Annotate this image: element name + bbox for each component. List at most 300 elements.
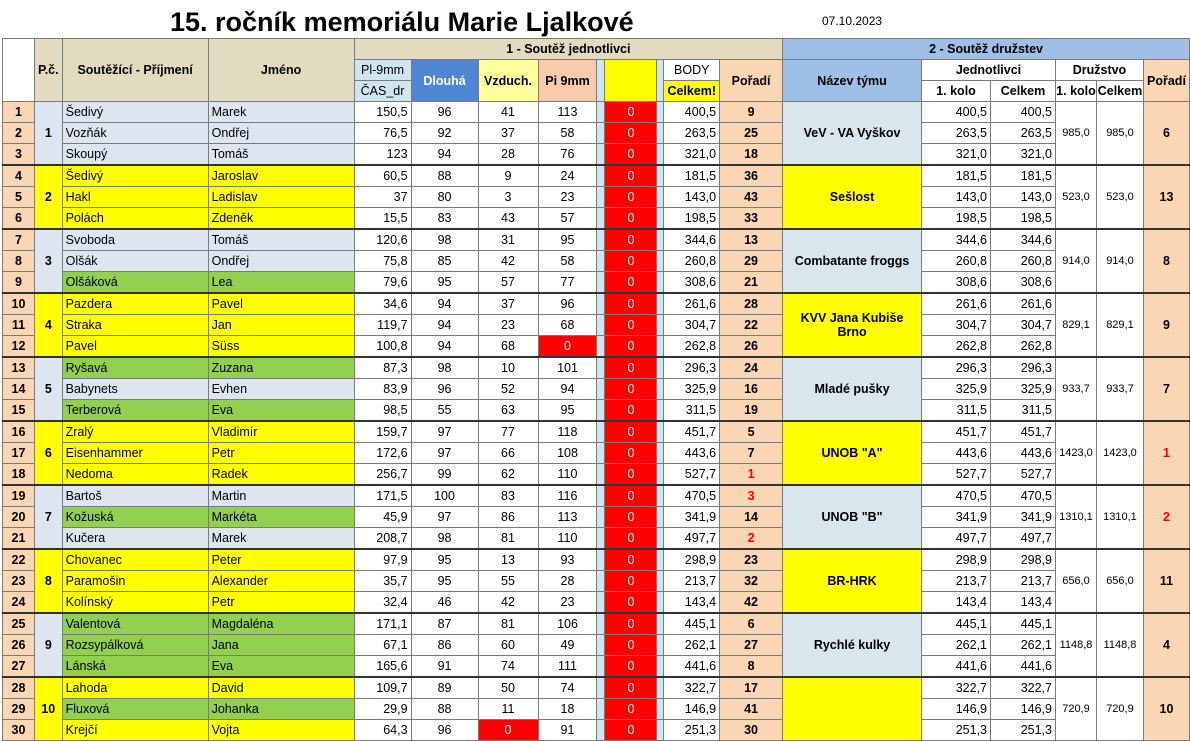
dlouha-cell: 98 <box>411 528 478 550</box>
team-rank-cell: 9 <box>1143 293 1189 357</box>
dlouha-cell: 83 <box>411 208 478 230</box>
pi9mm-cell: 68 <box>538 315 597 336</box>
rank-cell: 25 <box>720 123 783 144</box>
firstname-cell: Martin <box>208 485 354 507</box>
spacer-cell <box>657 720 664 741</box>
row-number: 26 <box>3 635 35 656</box>
dlouha-cell: 94 <box>411 144 478 166</box>
header-druzstvo: Družstvo <box>1055 60 1143 81</box>
zero-cell: 0 <box>605 443 657 464</box>
zero-cell: 0 <box>605 464 657 486</box>
team-name-cell: UNOB "B" <box>783 485 922 549</box>
surname-cell: Skoupý <box>62 144 208 166</box>
team-individual-celkem: 260,8 <box>991 251 1056 272</box>
row-number: 17 <box>3 443 35 464</box>
row-number: 12 <box>3 336 35 358</box>
rank-cell: 5 <box>720 421 783 443</box>
team-individual-celkem: 143,0 <box>991 187 1056 208</box>
team-rank-cell: 11 <box>1143 549 1189 613</box>
spacer-cell <box>657 528 664 550</box>
pi9mm-cell: 110 <box>538 464 597 486</box>
vzduch-cell: 23 <box>478 315 538 336</box>
spacer-cell <box>657 357 664 379</box>
table-row <box>3 720 1190 741</box>
firstname-cell: Alexander <box>208 571 354 592</box>
pi9mm-cell: 95 <box>538 229 597 251</box>
spacer-cell <box>657 400 664 422</box>
pi9mm-cell: 77 <box>538 272 597 294</box>
table-row <box>3 613 1190 635</box>
body-total-cell: 298,9 <box>664 549 720 571</box>
dlouha-cell: 55 <box>411 400 478 422</box>
dlouha-cell: 100 <box>411 485 478 507</box>
rank-cell: 30 <box>720 720 783 741</box>
zero-cell: 0 <box>605 251 657 272</box>
header-team-poradi: Pořadí <box>1143 60 1189 102</box>
vzduch-cell: 37 <box>478 293 538 315</box>
header-surname: Soutěžící - Příjmení <box>62 39 208 102</box>
table-row <box>3 699 1190 720</box>
header-spacer-1 <box>597 60 605 102</box>
spacer-cell <box>597 485 605 507</box>
team-individual-kolo: 325,9 <box>922 379 991 400</box>
row-number: 8 <box>3 251 35 272</box>
pi9-time-cell: 165,6 <box>354 656 411 678</box>
row-number: 6 <box>3 208 35 230</box>
surname-cell: Kožuská <box>62 507 208 528</box>
group-number: 8 <box>34 549 62 613</box>
pi9-time-cell: 35,7 <box>354 571 411 592</box>
zero-cell: 0 <box>605 485 657 507</box>
firstname-cell: Jaroslav <box>208 165 354 187</box>
team-name-cell: KVV Jana Kubiše Brno <box>783 293 922 357</box>
surname-cell: Pazdera <box>62 293 208 315</box>
pi9-time-cell: 60,5 <box>354 165 411 187</box>
header-name: Jméno <box>208 39 354 102</box>
team-kolo-cell: 829,1 <box>1055 293 1096 357</box>
vzduch-cell: 50 <box>478 677 538 699</box>
pi9mm-cell: 106 <box>538 613 597 635</box>
body-total-cell: 251,3 <box>664 720 720 741</box>
surname-cell: Zralý <box>62 421 208 443</box>
spacer-cell <box>597 720 605 741</box>
pi9mm-cell: 23 <box>538 187 597 208</box>
zero-cell: 0 <box>605 507 657 528</box>
rank-cell: 24 <box>720 357 783 379</box>
row-number: 3 <box>3 144 35 166</box>
zero-cell: 0 <box>605 720 657 741</box>
row-number: 14 <box>3 379 35 400</box>
team-kolo-cell: 523,0 <box>1055 165 1096 229</box>
body-total-cell: 497,7 <box>664 528 720 550</box>
team-individual-kolo: 213,7 <box>922 571 991 592</box>
spacer-cell <box>597 187 605 208</box>
rank-cell: 19 <box>720 400 783 422</box>
pi9mm-cell: 74 <box>538 677 597 699</box>
pi9mm-cell: 58 <box>538 123 597 144</box>
spacer-cell <box>597 635 605 656</box>
table-row <box>3 123 1190 144</box>
pi9-time-cell: 83,9 <box>354 379 411 400</box>
team-individual-kolo: 441,6 <box>922 656 991 678</box>
spacer-cell <box>657 421 664 443</box>
team-individual-kolo: 304,7 <box>922 315 991 336</box>
team-celkem-cell: 829,1 <box>1096 293 1143 357</box>
pi9-time-cell: 76,5 <box>354 123 411 144</box>
team-individual-kolo: 143,0 <box>922 187 991 208</box>
team-name-cell: VeV - VA Vyškov <box>783 102 922 166</box>
surname-cell: Polách <box>62 208 208 230</box>
zero-cell: 0 <box>605 293 657 315</box>
pi9-time-cell: 29,9 <box>354 699 411 720</box>
table-row <box>3 272 1190 294</box>
pi9-time-cell: 79,6 <box>354 272 411 294</box>
vzduch-cell: 55 <box>478 571 538 592</box>
rank-cell: 2 <box>720 528 783 550</box>
zero-cell: 0 <box>605 571 657 592</box>
spacer-cell <box>597 165 605 187</box>
spacer-cell <box>597 102 605 123</box>
surname-cell: Chovanec <box>62 549 208 571</box>
spacer-cell <box>657 251 664 272</box>
team-kolo-cell: 914,0 <box>1055 229 1096 293</box>
row-number: 23 <box>3 571 35 592</box>
table-row <box>3 165 1190 187</box>
table-row <box>3 443 1190 464</box>
zero-cell: 0 <box>605 592 657 614</box>
pi9-time-cell: 119,7 <box>354 315 411 336</box>
table-row <box>3 102 1190 123</box>
zero-cell: 0 <box>605 102 657 123</box>
team-name-cell: Mladé pušky <box>783 357 922 421</box>
rank-cell: 8 <box>720 656 783 678</box>
team-individual-kolo: 451,7 <box>922 421 991 443</box>
firstname-cell: Zuzana <box>208 357 354 379</box>
spacer-cell <box>657 635 664 656</box>
team-kolo-cell: 656,0 <box>1055 549 1096 613</box>
firstname-cell: Ondřej <box>208 123 354 144</box>
vzduch-cell: 68 <box>478 336 538 358</box>
team-rank-cell: 10 <box>1143 677 1189 741</box>
body-total-cell: 470,5 <box>664 485 720 507</box>
spacer-cell <box>597 443 605 464</box>
table-row <box>3 592 1190 614</box>
surname-cell: Pavel <box>62 336 208 358</box>
body-total-cell: 263,5 <box>664 123 720 144</box>
team-celkem-cell: 933,7 <box>1096 357 1143 421</box>
team-kolo-cell: 720,9 <box>1055 677 1096 741</box>
firstname-cell: Johanka <box>208 699 354 720</box>
vzduch-cell: 9 <box>478 165 538 187</box>
pi9-time-cell: 64,3 <box>354 720 411 741</box>
team-name-cell <box>783 677 922 741</box>
spacer-cell <box>597 379 605 400</box>
body-total-cell: 262,8 <box>664 336 720 358</box>
pi9-time-cell: 32,4 <box>354 592 411 614</box>
pi9-time-cell: 120,6 <box>354 229 411 251</box>
team-individual-kolo: 443,6 <box>922 443 991 464</box>
spacer-cell <box>657 293 664 315</box>
spacer-cell <box>597 571 605 592</box>
team-individual-celkem: 143,4 <box>991 592 1056 614</box>
spacer-cell <box>657 102 664 123</box>
pi9-time-cell: 171,5 <box>354 485 411 507</box>
row-number: 25 <box>3 613 35 635</box>
corner-cell <box>3 39 35 102</box>
pi9mm-cell: 24 <box>538 165 597 187</box>
body-total-cell: 341,9 <box>664 507 720 528</box>
table-row <box>3 507 1190 528</box>
pi9mm-cell: 93 <box>538 549 597 571</box>
dlouha-cell: 96 <box>411 379 478 400</box>
spacer-cell <box>597 656 605 678</box>
body-total-cell: 443,6 <box>664 443 720 464</box>
vzduch-cell: 74 <box>478 656 538 678</box>
team-celkem-cell: 656,0 <box>1096 549 1143 613</box>
spacer-cell <box>657 592 664 614</box>
pi9mm-cell: 96 <box>538 293 597 315</box>
spacer-cell <box>657 571 664 592</box>
rank-cell: 3 <box>720 485 783 507</box>
rank-cell: 28 <box>720 293 783 315</box>
team-individual-celkem: 443,6 <box>991 443 1056 464</box>
group-number: 2 <box>34 165 62 229</box>
vzduch-cell: 63 <box>478 400 538 422</box>
zero-cell: 0 <box>605 187 657 208</box>
dlouha-cell: 96 <box>411 720 478 741</box>
team-kolo-cell: 985,0 <box>1055 102 1096 166</box>
row-number: 4 <box>3 165 35 187</box>
table-row <box>3 293 1190 315</box>
zero-cell: 0 <box>605 635 657 656</box>
spacer-cell <box>657 485 664 507</box>
zero-cell: 0 <box>605 357 657 379</box>
table-row <box>3 400 1190 422</box>
rank-cell: 21 <box>720 272 783 294</box>
row-number: 9 <box>3 272 35 294</box>
team-rank-cell: 6 <box>1143 102 1189 166</box>
pi9mm-cell: 118 <box>538 421 597 443</box>
team-individual-celkem: 304,7 <box>991 315 1056 336</box>
zero-cell: 0 <box>605 549 657 571</box>
row-number: 7 <box>3 229 35 251</box>
spacer-cell <box>657 613 664 635</box>
header-body-2: Celkem! <box>664 81 720 102</box>
team-rank-cell: 13 <box>1143 165 1189 229</box>
pi9mm-cell: 28 <box>538 571 597 592</box>
pi9mm-cell: 23 <box>538 592 597 614</box>
zero-cell: 0 <box>605 208 657 230</box>
sheet-title-area <box>0 0 840 38</box>
surname-cell: Kolínský <box>62 592 208 614</box>
vzduch-cell: 43 <box>478 208 538 230</box>
header-pi9mm: Pi 9mm <box>538 60 597 102</box>
rank-cell: 42 <box>720 592 783 614</box>
body-total-cell: 400,5 <box>664 102 720 123</box>
dlouha-cell: 94 <box>411 336 478 358</box>
team-individual-kolo: 344,6 <box>922 229 991 251</box>
table-row <box>3 187 1190 208</box>
surname-cell: Eisenhammer <box>62 443 208 464</box>
pi9-time-cell: 87,3 <box>354 357 411 379</box>
table-row <box>3 571 1190 592</box>
spacer-cell <box>657 208 664 230</box>
surname-cell: Krejčí <box>62 720 208 741</box>
row-number: 10 <box>3 293 35 315</box>
table-row <box>3 336 1190 358</box>
surname-cell: Rozsypálková <box>62 635 208 656</box>
spacer-cell <box>597 123 605 144</box>
body-total-cell: 527,7 <box>664 464 720 486</box>
body-total-cell: 261,6 <box>664 293 720 315</box>
firstname-cell: Radek <box>208 464 354 486</box>
spacer-cell <box>597 357 605 379</box>
group-number: 3 <box>34 229 62 293</box>
dlouha-cell: 96 <box>411 102 478 123</box>
pi9mm-cell: 76 <box>538 144 597 166</box>
table-row <box>3 528 1190 550</box>
firstname-cell: Lea <box>208 272 354 294</box>
vzduch-cell: 0 <box>478 720 538 741</box>
team-individual-kolo: 262,8 <box>922 336 991 358</box>
team-individual-kolo: 260,8 <box>922 251 991 272</box>
firstname-cell: Eva <box>208 400 354 422</box>
rank-cell: 32 <box>720 571 783 592</box>
spacer-cell <box>597 208 605 230</box>
spacer-cell <box>597 613 605 635</box>
body-total-cell: 325,9 <box>664 379 720 400</box>
dlouha-cell: 94 <box>411 293 478 315</box>
header-spacer-2 <box>657 60 664 102</box>
vzduch-cell: 31 <box>478 229 538 251</box>
results-table <box>2 38 1190 741</box>
table-row <box>3 656 1190 678</box>
team-name-cell: Sešlost <box>783 165 922 229</box>
surname-cell: Nedoma <box>62 464 208 486</box>
surname-cell: Valentová <box>62 613 208 635</box>
firstname-cell: David <box>208 677 354 699</box>
firstname-cell: Petr <box>208 592 354 614</box>
zero-cell: 0 <box>605 613 657 635</box>
team-rank-cell: 4 <box>1143 613 1189 677</box>
table-row <box>3 421 1190 443</box>
surname-cell: Kučera <box>62 528 208 550</box>
team-individual-celkem: 341,9 <box>991 507 1056 528</box>
dlouha-cell: 95 <box>411 571 478 592</box>
pi9-time-cell: 34,6 <box>354 293 411 315</box>
spacer-cell <box>597 549 605 571</box>
zero-cell: 0 <box>605 272 657 294</box>
surname-cell: Lánská <box>62 656 208 678</box>
rank-cell: 29 <box>720 251 783 272</box>
dlouha-cell: 88 <box>411 699 478 720</box>
rank-cell: 18 <box>720 144 783 166</box>
row-number: 27 <box>3 656 35 678</box>
firstname-cell: Magdaléna <box>208 613 354 635</box>
spacer-cell <box>657 379 664 400</box>
rank-cell: 36 <box>720 165 783 187</box>
vzduch-cell: 62 <box>478 464 538 486</box>
header-section-teams: 2 - Soutěž družstev <box>783 39 1190 60</box>
surname-cell: Vozňák <box>62 123 208 144</box>
surname-cell: Lahoda <box>62 677 208 699</box>
dlouha-cell: 94 <box>411 315 478 336</box>
team-celkem-cell: 914,0 <box>1096 229 1143 293</box>
team-individual-celkem: 445,1 <box>991 613 1056 635</box>
pi9mm-cell: 110 <box>538 528 597 550</box>
team-individual-kolo: 263,5 <box>922 123 991 144</box>
rank-cell: 17 <box>720 677 783 699</box>
header-poradi: Pořadí <box>720 60 783 102</box>
header-vzduch: Vzduch. <box>478 60 538 102</box>
row-number: 29 <box>3 699 35 720</box>
dlouha-cell: 97 <box>411 443 478 464</box>
row-number: 20 <box>3 507 35 528</box>
team-individual-celkem: 263,5 <box>991 123 1056 144</box>
dlouha-cell: 91 <box>411 656 478 678</box>
vzduch-cell: 57 <box>478 272 538 294</box>
rank-cell: 26 <box>720 336 783 358</box>
surname-cell: Bartoš <box>62 485 208 507</box>
rank-cell: 6 <box>720 613 783 635</box>
dlouha-cell: 86 <box>411 635 478 656</box>
team-individual-celkem: 451,7 <box>991 421 1056 443</box>
team-individual-kolo: 497,7 <box>922 528 991 550</box>
team-individual-celkem: 441,6 <box>991 656 1056 678</box>
dlouha-cell: 80 <box>411 187 478 208</box>
body-total-cell: 304,7 <box>664 315 720 336</box>
team-individual-kolo: 321,0 <box>922 144 991 166</box>
team-celkem-cell: 1148,8 <box>1096 613 1143 677</box>
firstname-cell: Zdeněk <box>208 208 354 230</box>
body-total-cell: 143,0 <box>664 187 720 208</box>
sheet-date: 07.10.2023 <box>822 14 883 28</box>
header-kolo: 1. kolo <box>922 81 991 102</box>
group-number: 7 <box>34 485 62 549</box>
team-kolo-cell: 1310,1 <box>1055 485 1096 549</box>
team-individual-kolo: 296,3 <box>922 357 991 379</box>
pi9-time-cell: 172,6 <box>354 443 411 464</box>
zero-cell: 0 <box>605 379 657 400</box>
group-number: 6 <box>34 421 62 485</box>
spacer-cell <box>597 144 605 166</box>
header-druzstvo-celkem: Celkem <box>1096 81 1143 102</box>
surname-cell: Ryšavá <box>62 357 208 379</box>
vzduch-cell: 86 <box>478 507 538 528</box>
body-total-cell: 146,9 <box>664 699 720 720</box>
firstname-cell: Tomáš <box>208 229 354 251</box>
pi9mm-cell: 116 <box>538 485 597 507</box>
header-jednotlivci: Jednotlivci <box>922 60 1056 81</box>
dlouha-cell: 97 <box>411 421 478 443</box>
pi9-time-cell: 75,8 <box>354 251 411 272</box>
spacer-cell <box>657 187 664 208</box>
team-individual-celkem: 213,7 <box>991 571 1056 592</box>
vzduch-cell: 83 <box>478 485 538 507</box>
row-number: 30 <box>3 720 35 741</box>
pi9-time-cell: 123 <box>354 144 411 166</box>
firstname-cell: Vladimír <box>208 421 354 443</box>
table-row <box>3 229 1190 251</box>
header-pi9-2: ČAS_dr <box>354 81 411 102</box>
firstname-cell: Peter <box>208 549 354 571</box>
zero-cell: 0 <box>605 528 657 550</box>
rank-cell: 43 <box>720 187 783 208</box>
rank-cell: 33 <box>720 208 783 230</box>
team-rank-cell: 2 <box>1143 485 1189 549</box>
pi9mm-cell: 49 <box>538 635 597 656</box>
pi9-time-cell: 45,9 <box>354 507 411 528</box>
